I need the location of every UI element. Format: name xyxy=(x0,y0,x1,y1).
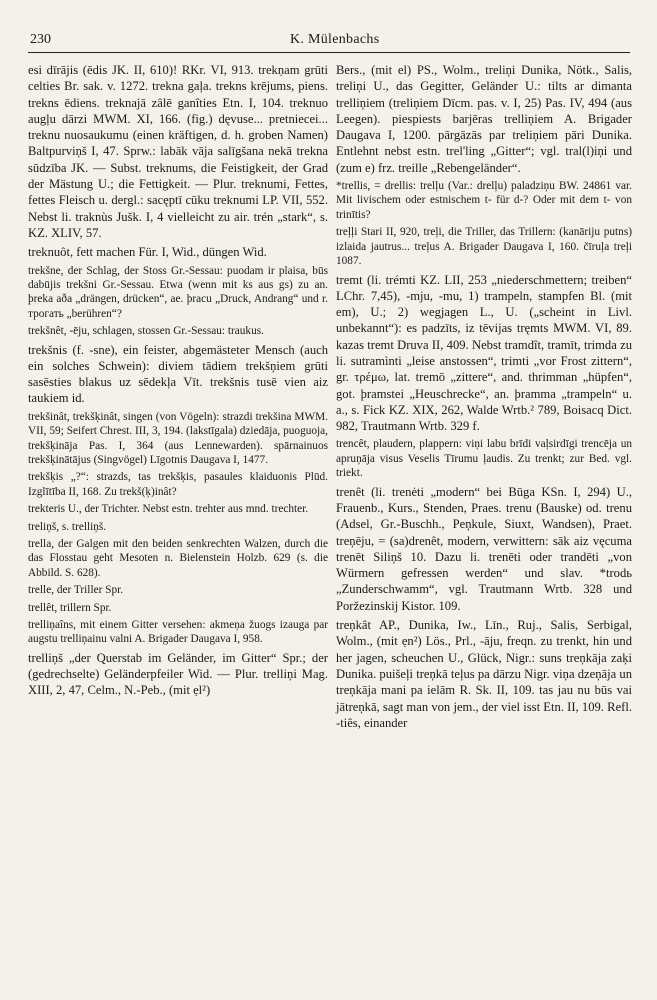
dictionary-entry: treliņš, s. trelliņš. xyxy=(28,520,107,533)
right-column xyxy=(336,62,632,734)
dictionary-entry: trelliņaîns, mit einem Gitter versehen: akmeņa žuogs izauga par augstu trelliņainu valni A. Brigader Daugava I, 958. xyxy=(28,619,328,646)
dictionary-entry: treļļi Stari II, 920, treļi, die Triller, das Trillern: (kanāriju putns) izlaida jautrus... treļus A. Brigader Daugava I, 160. čīruļa treļi 1087. xyxy=(336,226,632,268)
dictionary-entry: trekteris U., der Trichter. Nebst estn. trehter aus mnd. trechter. xyxy=(28,503,309,516)
page-number: 230 xyxy=(30,32,51,47)
dictionary-entry: trelle, der Triller Spr. xyxy=(28,584,124,597)
dictionary-entry: *trellis, = drellis: trelļu (Var.: drelļu) paladziņu BW. 24861 var. Mit livischem oder estnischem t- für d-? Oder mit dem t- von trinītis? xyxy=(336,180,632,221)
dictionary-entry: trekšinât, trekšķinât, singen (von Vögeln): strazdi trekšina MWM. VII, 59; Seifert Chrest. III, 3, 194. (lakstīgala) dziedāja, puoguoja, trekšķināja Pas. I, 364 (aus Lennewarden). spārnainuos trekšķinātājus (Singvögel) Līgotnis Daugava I, 1477. xyxy=(28,410,328,466)
page-header xyxy=(28,30,630,53)
dictionary-entry: trencêt, plaudern, plappern: viņi labu brīdi vaļsirdīgi trencēja un apruņāja visus Veselis Tīrumu ļaudis. Zu trenkt; zur Bed. vgl. triekt. xyxy=(336,438,632,480)
dictionary-entry: trella, der Galgen mit den beiden senkrechten Walzen, durch die das Flosstau geht Mesoten n. Bielenstein Holzb. 629 (s. die Abbild. S. 628). xyxy=(28,538,328,579)
dictionary-entry: trelliņš „der Querstab im Geländer, im Gitter“ Spr.; der (gedrechselte) Geländerpfeiler Wid. — Plur. trelliņi Mag. XIII, 2, 47, Celm., N.-Peb., (mit ẹl²) xyxy=(28,650,328,698)
dictionary-entry: trekšne, der Schlag, der Stoss Gr.-Sessau: puodam ir plaisa, būs dabūjis trekšni Gr.-Sessau. Etwa (wenn mit ks aus gs) zu an. þreka aða „drängen, drücken“, ae. þracu „Druck, Andrang“ und r. трогать „berühren“? xyxy=(28,264,328,320)
dictionary-entry: trekšķis „?“: strazds, tas trekšķis, pasaules klaiduonis Plūd. Izglītība II, 168. Zu trekš(ķ)inât? xyxy=(28,471,328,498)
dictionary-entry: trekšnis (f. -sne), ein feister, abgemästeter Mensch (auch ein solches Schwein): diviem tādiem trekšņiem grūti sasēsties blakus uz sēdekļa Vīt. trekšnis tusē vien aiz taukiem id. xyxy=(28,342,328,406)
dictionary-entry: treņkât AP., Dunika, Iw., Līn., Ruj., Salis, Serbigal, Wolm., (mit ẹn²) Lös., Prl., -āju, freqn. zu trenkt, hin und her jagen, scheuchen U., Glück, Nigr.: suns treņkāja zaķi Dunika. puišeļi treņkā teļus pa dārzu Nigr. viņa dzeņāja un treņkāja mani pa ielām R. Sk. II, 109. tas jau nu būs vai jātreņkā, sagt man von jem., der viel isst Etn. II, 109. Refl. -tiês, einander xyxy=(336,618,632,730)
dictionary-entry: trellêt, trillern Spr. xyxy=(28,601,112,614)
dictionary-entry: trekšnêt, -ēju, schlagen, stossen Gr.-Sessau: traukus. xyxy=(28,325,264,338)
dictionary-entry: Bers., (mit el) PS., Wolm., treliņi Dunika, Nötk., Salis, treliņi U., das Gegitter, Geländer U.: tilts ar dimanta trelliņiem (treliņiem Dīcm. pas. v. I, 25) Pas. IV, 494 (aus Leegen). piespiests barjēras trelliņiem A. Brigader Daugava I, 1200. pārgāzās par treliņiem pāri Dunika. Entlehnt nebst estn. trel'ling „Gitter“; vgl. tral(l)iņi und (zum e) frz. treille „Rebengeländer“. xyxy=(336,63,632,175)
dictionary-entry: tremt (li. trémti KZ. LII, 253 „niederschmettern; treiben“ LChr. 7,45), -mju, -mu, 1) trampeln, stampfen Bl. (mit em), U.; 2) wegjagen L., U. („scheint in Livl. unbekannt“): es padzīts, iz tēvijas tręmts MWM. VI, 89. kazas tremt Druva II, 409. Nebst tramdît, tramīt, trimda zu li. sutramìnti „leise anstossen“, trimti „vor Frost zittern“, gr. τρέμω, lat. tremō „zittere“, and. thrimman „hüpfen“, got. þramstei „Heuschrecke“, an. þramma „trampeln“ u. a., s. Fick KZ. XIX, 262, Walde Wrtb.² 789, Boisacq Dict. 982, Trautmann Wrtb. 329 f. xyxy=(336,272,632,434)
dictionary-entry: treknuôt, fett machen Für. I, Wid., düngen Wid. xyxy=(28,245,267,260)
running-head: K. Mülenbachs xyxy=(290,32,380,47)
dictionary-entry: esi dīrājis (ēdis JK. II, 610)! RKr. VI, 913. trekṇam grūti celties Br. sak. v. 1272. trekna gaļa. trekns krējums, piens. trekns ēdiens. treknajā zâlē ganîties Etn. I, 104. treknuo augļu dārzi MWM. XI, 166. (fig.) dęvuse... pretniecei... treknu nuosaukumu (einen kräftigen, d. h. groben Namen) Baltpurviņš I, 47. Sprw.: labāk vāja salīgšana nekā trekna sūdzība JK. — Subst. treknums, die Feistigkeit, der Grad der Mästung U.; die Fettigkeit. — Plur. treknumi, Fettes, fettes Fleisch u. dergl.: sacęptī cūku treknumi LP. VII, 552. Nebst li. traknùs Jušk. I, 4 vielleicht zu air. trén „stark“, s. KZ. XLIV, 57. xyxy=(28,63,328,240)
left-column xyxy=(28,62,328,702)
dictionary-entry: trenêt (li. trenėti „modern“ bei Būga KSn. I, 294) U., Frauenb., Kurs., Stenden, Praes. trenu (Bauske) od. trenu (Adsel, Gr.-Buschh., Peņkule, Siuxt, Wandsen), Praet. treņēju, = (sa)drenêt, modern, verwittern: sāk aiz vęcuma trenēt Siliņš 10. Dazu li. trenēti oder trandēti „von Würmern gefressen werden“ und slav. *trodь „Zunderschwamm“, vgl. Trautmann Wrtb. 328 und Poržezinskij Kistor. 109. xyxy=(336,484,632,613)
